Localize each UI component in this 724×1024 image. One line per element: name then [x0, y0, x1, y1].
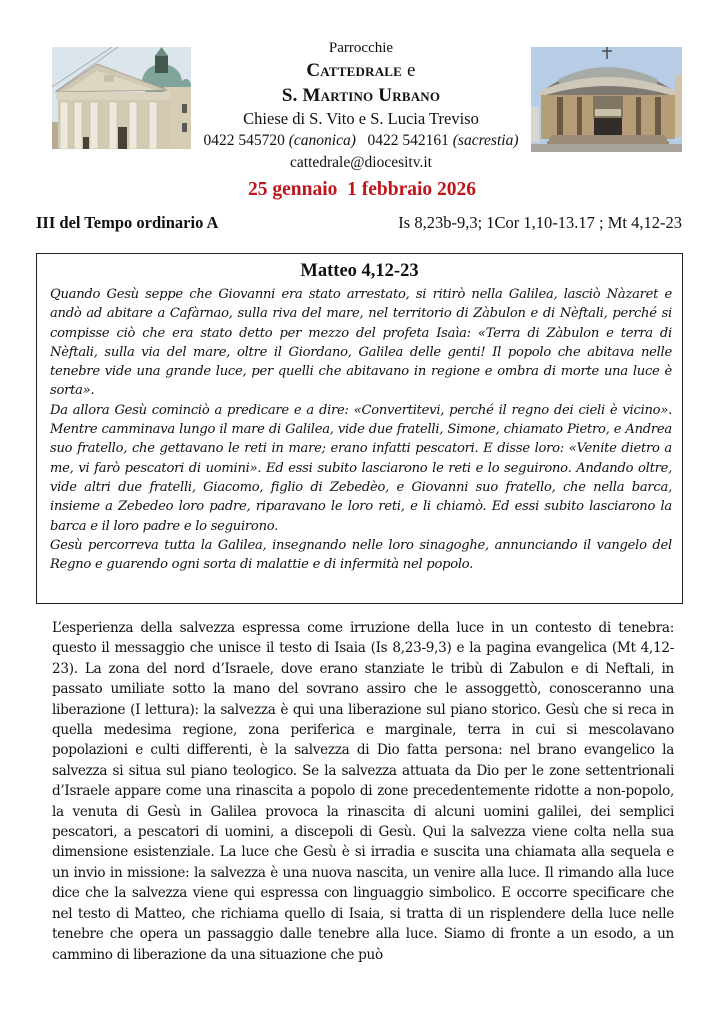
gospel-paragraph: Gesù percorreva tutta la Galilea, insegnando nelle loro sinagoghe, annunciando il vangelo del Regno e guarendo ogni sorta di malattie e di infermità nel popolo. — [50, 537, 672, 573]
phone-sacrestia[interactable]: 0422 542161 — [367, 132, 449, 149]
liturgy-row — [36, 213, 682, 233]
parish-1: Cattedrale — [306, 60, 403, 81]
phone-canonica-label: (canonica) — [288, 132, 356, 149]
week-dates: 25 gennaio 1 febbraio 2026 — [247, 179, 477, 200]
phone-canonica[interactable]: 0422 545720 — [203, 132, 285, 149]
san-martino-church-photo — [531, 47, 682, 152]
conjunction: e — [406, 60, 416, 81]
cathedral-photo — [52, 47, 191, 149]
church-illustration — [531, 47, 682, 152]
gospel-paragraph: Quando Gesù seppe che Giovanni era stato arrestato, si ritirò nella Galilea, lasciò Nàzaret e andò ad abitare a Cafàrnao, sulla riva del mare, nel territorio di Zàbulon e di Nèftali, perché si compisse ciò che era stato detto per mezzo del profeta Isaìa: «Terra di Zàbulon e terra di Nèftali, sulla via del mare, oltre il Giordano, Galilea delle genti! Il popolo che abitava nelle tenebre vide una grande luce, per quelli che abitavano in regione e ombra di morte una luce è sorta». — [50, 287, 672, 399]
gospel-paragraph: Da allora Gesù cominciò a predicare e a dire: «Convertitevi, perché il regno dei cieli è vicino». Mentre camminava lungo il mare di Galilea, vide due fratelli, Simone, chiamato Pietro, e Andrea suo fratello, che gettavano le reti in mare; erano infatti pescatori. E disse loro: «Venite dietro a me, vi farò pescatori di uomini». Ed essi subito lasciarono le reti e lo seguirono. Andando oltre, vide altri due fratelli, Giacomo, figlio di Zebedèo, e Giovanni suo fratello, che nella barca, insieme a Zebedeo loro padre, riparavano le loro reti, e li chiamò. Ed essi subito lasciarono la barca e il loro padre e lo seguirono. — [50, 402, 672, 534]
readings-references: Is 8,23b-9,3; 1Cor 1,10-13.17 ; Mt 4,12-23 — [398, 213, 682, 232]
parishes-label: Parrocchie — [328, 40, 394, 56]
commentary — [52, 618, 674, 965]
liturgical-sunday: III del Tempo ordinario A — [36, 213, 219, 232]
email-link[interactable]: cattedrale@diocesitv.it — [290, 154, 432, 171]
parish-header — [195, 38, 527, 174]
parish-name-1 — [195, 58, 527, 83]
gospel-box — [36, 253, 683, 604]
gospel-text — [50, 285, 672, 574]
churches-line: Chiese di S. Vito e S. Lucia Treviso — [243, 109, 479, 128]
parish-name-2: S. Martino Urbano — [281, 85, 441, 106]
cathedral-illustration — [52, 47, 191, 149]
phones-line — [187, 130, 535, 152]
commentary-paragraph: L’esperienza della salvezza espressa come irruzione della luce in un contesto di tenebra: questo il messaggio che unisce il testo di Isaia (Is 8,23-9,3) e la pagina evangelica (Mt 4,12-23). La zona del nord d’Israele, dove erano stanziate le tribù di Zabulon e di Neftali, in passato umiliate sotto la mano del sovrano assiro che le assoggettò, conosceranno una liberazione (I lettura): la salvezza è qui una liberazione sul piano storico. Gesù che si reca in quella medesima regione, zona periferica e marginale, terra in cui si mescolavano popolazioni e culti differenti, è la salvezza di Dio fatta persona: nel brano evangelico la salvezza si situa sul piano teologico. Se la salvezza attuata da Dio per le zone settentrionali d’Israele appare come una rinascita a popolo di zone precedentemente ridotte a non-popolo, la venuta di Gesù in Galilea provoca la rinascita di alcuni uomini galilei, dei semplici pescatori, a pescatori di uomini, a discepoli di Gesù. Qui la salvezza viene colta nella sua dimensione esistenziale. La luce che Gesù è si irradia e suscita una chiamata alla sequela e un invio in missione: la salvezza è una nuova nascita, un venire alla luce. Il rimando alla luce dice che la salvezza viene qui espressa con linguaggio simbolico. E occorre specificare che nel testo di Matteo, che richiama quello di Isaia, si tratta di un risplendere della luce nelle tenebre che opera un passaggio dalle tenebre alla luce. Siamo di fronte a un esodo, a un cammino di liberazione da una situazione che può — [52, 620, 674, 963]
gospel-title: Matteo 4,12-23 — [300, 261, 419, 281]
phone-sacrestia-label: (sacrestia) — [452, 132, 519, 149]
